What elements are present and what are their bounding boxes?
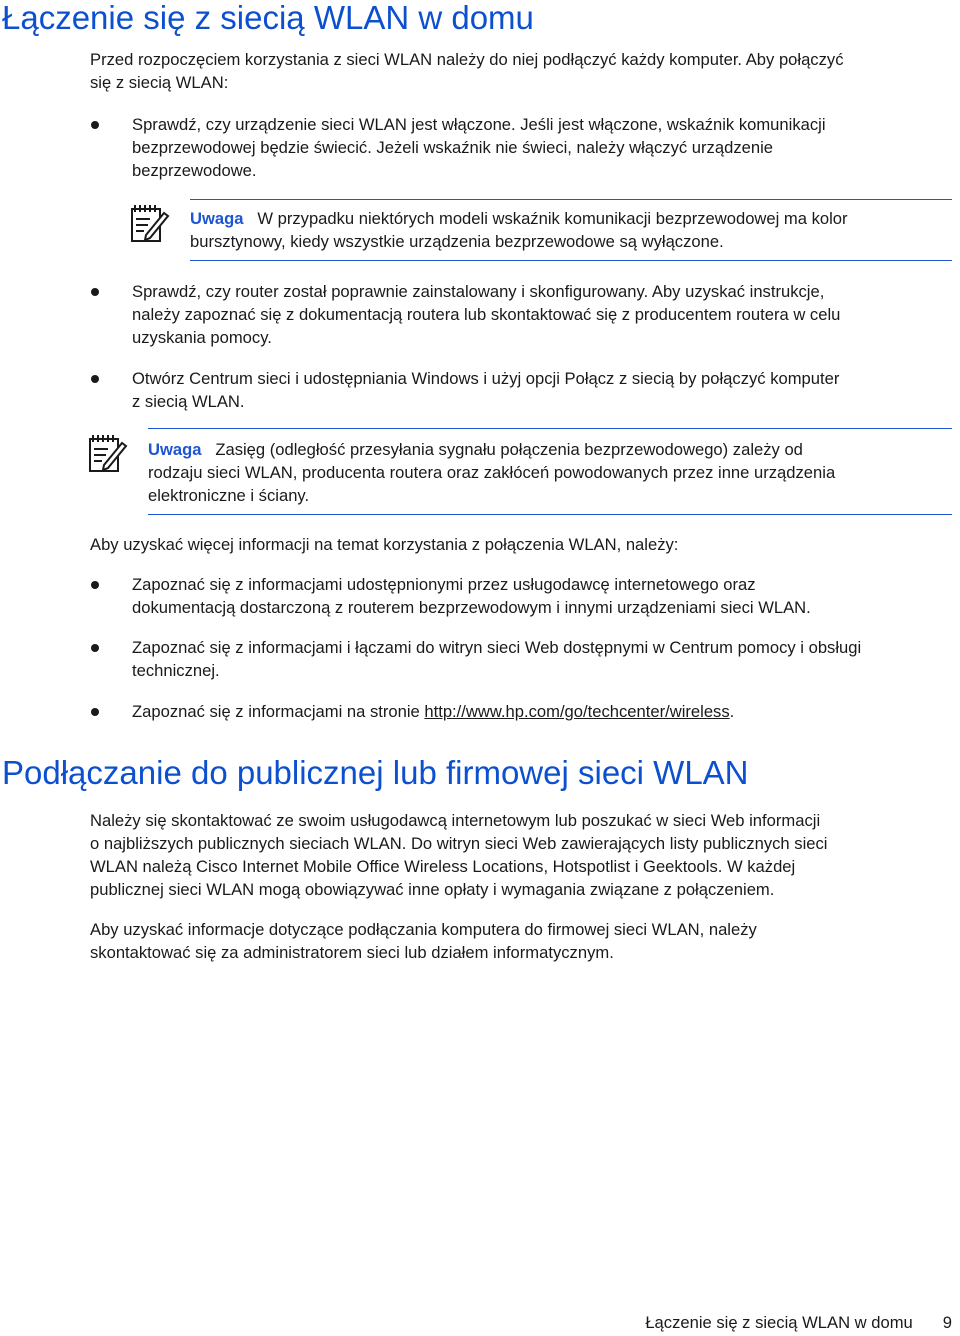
paragraph-line: Aby uzyskać informacje dotyczące podłączania komputera do firmowej sieci WLAN, należy [90,920,757,939]
note-rule-bottom [148,514,952,515]
bullet-line: Zapoznać się z informacjami i łączami do witryn sieci Web dostępnymi w Centrum pomocy i obsługi [132,638,862,657]
public-wlan-paragraph [90,809,827,901]
bullet-line: Sprawdź, czy router został poprawnie zainstalowany i skonfigurowany. Aby uzyskać instrukcje, [132,282,825,301]
more-info-paragraph: Aby uzyskać więcej informacji na temat korzystania z połączenia WLAN, należy: [90,535,679,554]
note-icon [88,433,128,473]
paragraph-line: skontaktować się za administratorem sieci lub działem informatycznym. [90,943,614,962]
section-title-public-wlan: Podłączanie do publicznej lub firmowej sieci WLAN [2,754,749,791]
note-rule-bottom [190,260,952,261]
bullet-line: Zapoznać się z informacjami na stronie [132,702,425,721]
footer-section-title: Łączenie się z siecią WLAN w domu [645,1313,913,1332]
note-label: Uwaga [190,209,244,228]
note-rule-top [148,428,952,429]
note-text-line: Zasięg (odległość przesyłania sygnału połączenia bezprzewodowego) zależy od [215,440,803,459]
page-footer [645,1311,952,1334]
paragraph-line: o najbliższych publicznych sieciach WLAN. Do witryn sieci Web zawierających listy publicznych sieci [90,834,828,853]
intro-paragraph [90,48,844,94]
bullet-line: Zapoznać się z informacjami udostępnionymi przez usługodawcę internetowego oraz [132,575,756,594]
bullet-item-isp-info [132,573,811,619]
bullet-line: Sprawdź, czy urządzenie sieci WLAN jest włączone. Jeśli jest włączone, wskaźnik komunikacji [132,115,826,134]
bullet-line: dokumentacją dostarczoną z routerem bezprzewodowym i innymi urządzeniami sieci WLAN. [132,598,811,617]
bullet-item-network-center [132,367,839,413]
corporate-wlan-paragraph [90,918,757,964]
paragraph-line: publicznej sieci WLAN mogą obowiązywać inne opłaty i wymagania związane z połączeniem. [90,880,775,899]
bullet-dot [91,121,99,129]
note-label: Uwaga [148,440,202,459]
note-text-line: W przypadku niektórych modeli wskaźnik komunikacji bezprzewodowej ma kolor [257,209,848,228]
note-content [190,207,848,253]
bullet-item-help-center [132,636,861,682]
note-text-line: elektroniczne i ściany. [148,486,310,505]
bullet-dot [91,288,99,296]
note-rule-top [190,199,952,200]
note-text-line: rodzaju sieci WLAN, producenta routera oraz zakłóceń powodowanych przez inne urządzenia [148,463,836,482]
section-title-home-wlan: Łączenie się z siecią WLAN w domu [2,0,534,36]
bullet-line: bezprzewodowej będzie świecić. Jeżeli wskaźnik nie świeci, należy włączyć urządzenie [132,138,773,157]
bullet-line: bezprzewodowe. [132,161,257,180]
bullet-item-router-check [132,280,840,349]
bullet-dot [91,644,99,652]
paragraph-line: WLAN należą Cisco Internet Mobile Office Wireless Locations, Hotspotlist i Geektools. W każdej [90,857,796,876]
note-content [148,438,835,507]
bullet-line: uzyskania pomocy. [132,328,272,347]
note-text-line: bursztynowy, kiedy wszystkie urządzenia bezprzewodowe są wyłączone. [190,232,724,251]
bullet-line: z siecią WLAN. [132,392,245,411]
paragraph-line: Należy się skontaktować ze swoim usługodawcą internetowym lub poszukać w sieci Web informacji [90,811,821,830]
techcenter-wireless-link[interactable]: http://www.hp.com/go/techcenter/wireless [424,702,730,721]
bullet-item-wlan-on [132,113,826,182]
bullet-item-hp-website [132,700,734,723]
bullet-line-end: . [729,702,735,721]
bullet-dot [91,581,99,589]
bullet-dot [91,375,99,383]
page-number: 9 [942,1313,952,1332]
bullet-line: technicznej. [132,661,220,680]
intro-line-1: Przed rozpoczęciem korzystania z sieci WLAN należy do niej podłączyć każdy komputer. Aby połączyć [90,50,844,69]
bullet-line: Otwórz Centrum sieci i udostępniania Windows i użyj opcji Połącz z siecią by połączyć komputer [132,369,840,388]
bullet-line: należy zapoznać się z dokumentacją routera lub skontaktować się z producentem routera w celu [132,305,841,324]
bullet-dot [91,708,99,716]
note-icon [130,203,170,243]
intro-line-2: się z siecią WLAN: [90,73,229,92]
